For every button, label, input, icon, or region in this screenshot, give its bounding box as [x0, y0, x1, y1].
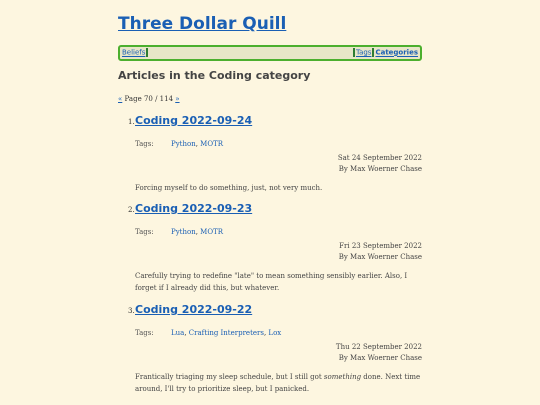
tag-link[interactable]: Lua [171, 329, 185, 337]
article-meta [336, 343, 422, 362]
summary-emphasis: something [323, 373, 362, 381]
tag-separator: , [195, 228, 201, 236]
site-title-link[interactable]: Three Dollar Quill [118, 14, 287, 34]
tag-link[interactable]: MOTR [200, 228, 224, 236]
article-meta [339, 242, 422, 261]
article-number: 1. [128, 118, 135, 126]
article-summary [135, 182, 422, 194]
article-date: Sat 24 September 2022 [337, 154, 422, 162]
category-heading: Articles in the Coding category [118, 69, 311, 82]
tag-separator: , [195, 140, 201, 148]
article-number: 3. [128, 307, 135, 315]
tag-separator: , [184, 329, 189, 337]
nav-separator [146, 48, 148, 57]
article-author: By Max Woerner Chase [338, 253, 422, 261]
article-title-link[interactable]: Coding 2022-09-24 [135, 114, 253, 127]
article-date: Fri 23 September 2022 [339, 242, 422, 250]
tag-list [171, 329, 281, 337]
article-title-link[interactable]: Coding 2022-09-23 [135, 202, 253, 215]
article-summary [135, 270, 422, 294]
summary-text: Frantically triaging my sleep schedule, but I still got [135, 373, 324, 381]
tag-list [171, 140, 223, 148]
tag-link[interactable]: MOTR [200, 140, 224, 148]
article-meta [338, 154, 422, 173]
tags-label: Tags: [135, 228, 154, 236]
navbar-right [352, 48, 418, 57]
nav-separator [353, 48, 355, 57]
pager [118, 95, 180, 103]
pager-prev-link[interactable]: « [118, 95, 123, 103]
article-title-link[interactable]: Coding 2022-09-22 [135, 303, 253, 316]
tag-link[interactable]: Python [171, 140, 196, 148]
summary-text: done. Next time around, I'll try to prioritize sleep, but I panicked. [135, 373, 421, 393]
top-navbar [118, 45, 422, 61]
summary-text: Forcing myself to do something, just, not very much. [135, 184, 323, 192]
tag-list [171, 228, 223, 236]
tags-label: Tags: [135, 329, 154, 337]
tag-link[interactable]: Python [171, 228, 196, 236]
pager-next-link[interactable]: » [175, 95, 180, 103]
navbar-left [122, 48, 149, 57]
article-summary [135, 371, 422, 395]
article-date: Thu 22 September 2022 [335, 343, 422, 351]
article-author: By Max Woerner Chase [338, 354, 422, 362]
tag-separator: , [263, 329, 269, 337]
nav-beliefs-link[interactable]: Beliefs [122, 48, 146, 57]
article-number: 2. [128, 206, 135, 214]
tags-label: Tags: [135, 140, 154, 148]
nav-tags-link[interactable]: Tags [355, 48, 372, 57]
pager-text: Page 70 / 114 [122, 95, 176, 103]
tag-link[interactable]: Crafting Interpreters [188, 329, 264, 337]
article-author: By Max Woerner Chase [338, 165, 422, 173]
summary-text: Carefully trying to redefine "late" to mean something sensibly earlier. Also, I forget if I already did this, but whatever. [135, 272, 408, 292]
tag-link[interactable]: Lox [268, 329, 282, 337]
nav-categories-link[interactable]: Categories [375, 48, 418, 57]
